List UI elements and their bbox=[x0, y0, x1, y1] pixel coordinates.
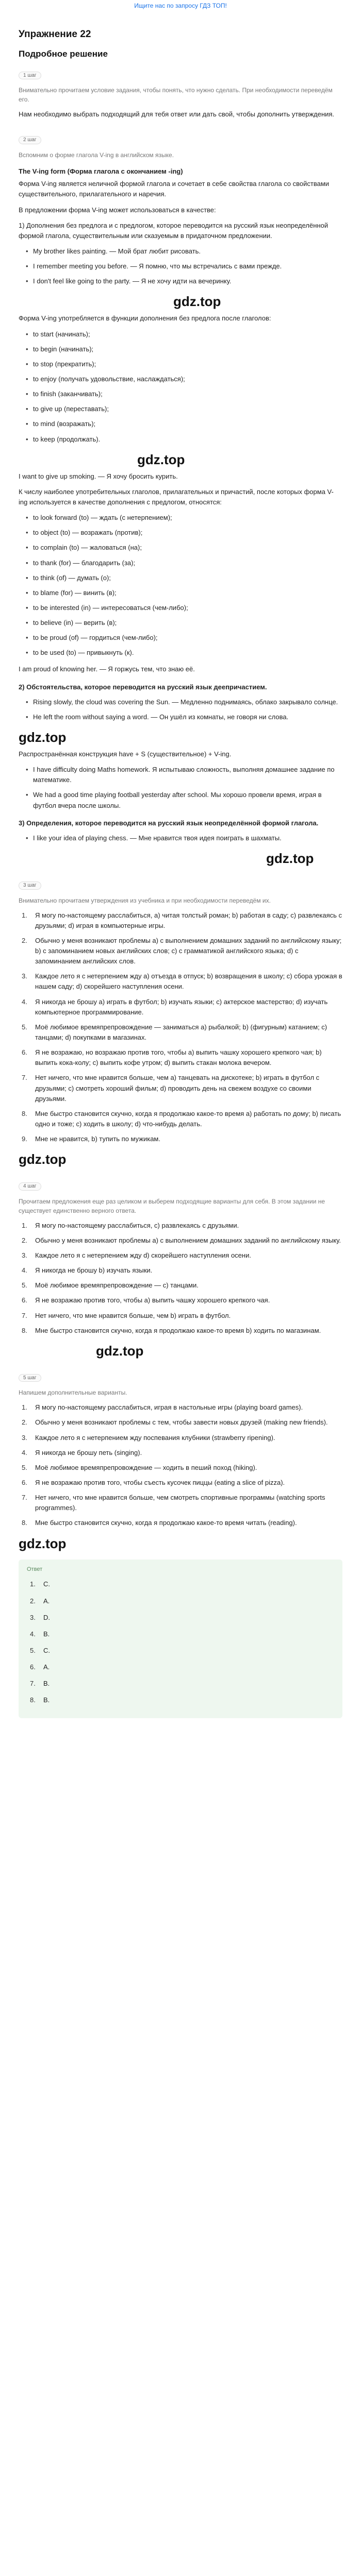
list-item: 1. Я могу по-настоящему расслабиться, а) читая толстый роман; b) работая в саду; с) развлекаясь с друзьями; d) играя в компьютерные игры. bbox=[22, 911, 342, 929]
list-item: • to keep (продолжать). bbox=[26, 434, 342, 445]
vform-p5: I want to give up smoking. — Я хочу бросить курить. bbox=[19, 472, 178, 480]
answer-list bbox=[30, 1579, 334, 1705]
list-item: 8. Мне быстро становится скучно, когда я продолжаю какое-то время читать (reading). bbox=[22, 1519, 297, 1527]
list-item: • to mind (возражать); bbox=[26, 419, 342, 429]
example-list-1 bbox=[26, 246, 342, 286]
list-item: 2. A. bbox=[30, 1597, 50, 1605]
step-badge-2: 2 шаг bbox=[19, 136, 41, 144]
list-item: • to finish (заканчивать); bbox=[26, 389, 342, 399]
list-item: 3. Каждое лето я с нетерпением жду поспевания клубники (strawberry ripening). bbox=[22, 1433, 275, 1442]
watermark: gdz.top bbox=[96, 1343, 144, 1359]
vform-p2: В предложении форма V-ing может использоваться в качестве: bbox=[19, 206, 216, 214]
list-item: 4. Я никогда не брошу a) играть в футбол; b) изучать языки; c) актерское мастерство; d) изучать компьютерное программирование. bbox=[22, 997, 328, 1016]
list-item: • I don't feel like going to the party. — Я не хочу идти на вечеринку. bbox=[26, 276, 342, 286]
list-item: • I like your idea of playing chess. — Мне нравится твоя идея поиграть в шахматы. bbox=[26, 833, 342, 843]
list-item: • to look forward (to) — ждать (с нетерпением); bbox=[26, 513, 342, 523]
list-item: 5. C. bbox=[30, 1647, 50, 1654]
answer-box bbox=[19, 1560, 342, 1718]
list-item: 4. Я никогда не брошу b) изучать языки. bbox=[22, 1266, 153, 1275]
list-item: • to thank (for) — благодарить (за); bbox=[26, 558, 342, 568]
list-item: 1. C. bbox=[30, 1580, 50, 1588]
list-item: • to be interested (in) — интересоваться (чем-либо); bbox=[26, 603, 342, 613]
watermark: gdz.top bbox=[137, 451, 185, 467]
example-list-3 bbox=[26, 765, 342, 811]
list-item: 7. Нет ничего, что мне нравится больше, чем b) играть в футбол. bbox=[22, 1311, 231, 1319]
example-list-2 bbox=[26, 697, 342, 722]
vform-p3: 1) Дополнения без предлога и с предлогом, которое переводится на русский язык неопределённой формой глагола, существительным или сказуемым в придаточном предложении. bbox=[19, 221, 329, 240]
list-item: • to give up (переставать); bbox=[26, 404, 342, 414]
watermark: gdz.top bbox=[173, 294, 221, 310]
step-2-note: Вспомним о форме глагола V-ing в английском языке. bbox=[19, 151, 174, 159]
list-item: • to object (to) — возражать (против); bbox=[26, 528, 342, 538]
list-item: 4. B. bbox=[30, 1630, 50, 1638]
prep-list bbox=[26, 513, 342, 658]
list-item: • to be used (to) — привыкнуть (к). bbox=[26, 648, 342, 658]
watermark: gdz.top bbox=[266, 851, 314, 867]
watermark: gdz.top bbox=[19, 1535, 67, 1551]
list-item: • to be proud (of) — гордиться (чем-либо); bbox=[26, 633, 342, 643]
verb-list bbox=[26, 329, 342, 445]
list-item: 5. Моё любимое времяпрепровождение — ходить в пеший поход (hiking). bbox=[22, 1463, 257, 1471]
list-item: • to complain (to) — жаловаться (на); bbox=[26, 543, 342, 553]
statement-list bbox=[22, 910, 342, 1145]
list-item: • I have difficulty doing Maths homework. Я испытываю сложность, выполняя домашнее задание по математике. bbox=[26, 765, 342, 785]
vform-p9: Распространённая конструкция have + S (существительное) + V-ing. bbox=[19, 750, 232, 758]
list-item: • to blame (for) — винить (в); bbox=[26, 588, 342, 598]
step-badge-4: 4 шаг bbox=[19, 1182, 41, 1191]
list-item: 8. B. bbox=[30, 1696, 50, 1704]
list-item: • He left the room without saying a word. — Он ушёл из комнаты, не говоря ни слова. bbox=[26, 712, 342, 722]
list-item: 2. Обычно у меня возникают проблемы a) с выполнением домашних заданий по английскому языку. bbox=[22, 1236, 341, 1244]
answer-label: Ответ bbox=[27, 1566, 43, 1572]
step-1-note: Внимательно прочитаем условие задания, чтобы понять, что нужно сделать. При необходимости переведём его. bbox=[19, 87, 333, 104]
vform-heading: The V-ing form (Форма глагола с окончанием -ing) bbox=[19, 167, 183, 175]
list-item: 8. Мне быстро становится скучно, когда я продолжаю какое-то время a) работать по дому; b) писать одно и тоже; c) ходить в школу; d) что-нибудь делать. bbox=[22, 1109, 341, 1128]
vform-p10: 3) Определения, которое переводится на русский язык неопределённой формой глагола. bbox=[19, 819, 319, 827]
list-item: • to enjoy (получать удовольствие, наслаждаться); bbox=[26, 374, 342, 384]
choice-list bbox=[22, 1221, 342, 1336]
list-item: • Rising slowly, the cloud was covering the Sun. — Медленно поднимаясь, облако закрывало солнце. bbox=[26, 697, 342, 707]
step-badge-5: 5 шаг bbox=[19, 1374, 41, 1382]
list-item: 2. Обычно у меня возникают проблемы с тем, чтобы завести новых друзей (making new friends). bbox=[22, 1418, 328, 1427]
page-subtitle: Подробное решение bbox=[19, 48, 108, 59]
vform-p6: К числу наиболее употребительных глаголов, прилагательных и причастий, после которых форма V-ing используется в качестве дополнения с предлогом, относятся: bbox=[19, 487, 334, 506]
step-4-note: Прочитаем предложения еще раз целиком и выберем подходящие варианты для себя. В этом задании не существует единственно верного ответа. bbox=[19, 1197, 325, 1214]
step-5-note: Напишем дополнительные варианты. bbox=[19, 1389, 127, 1397]
list-item: 5. Моё любимое времяпрепровождение — заниматься а) рыбалкой; b) (фигурным) катанием; c) танцами; d) покупками в магазинах. bbox=[22, 1023, 327, 1041]
list-item: 6. Я не возражаю против того, чтобы съесть кусочек пиццы (eating a slice of pizza). bbox=[22, 1479, 285, 1487]
vform-p8: 2) Обстоятельства, которое переводится на русский язык деепричастием. bbox=[19, 683, 267, 691]
list-item: 3. D. bbox=[30, 1613, 50, 1621]
list-item: • We had a good time playing football yesterday after school. Мы хорошо провели время, играя в футбол вчера после школы. bbox=[26, 790, 342, 810]
list-item: 5. Моё любимое времяпрепровождение — c) танцами. bbox=[22, 1281, 199, 1290]
list-item: 6. Я не возражаю против того, чтобы a) выпить чашку хорошего крепкого чая. bbox=[22, 1296, 270, 1304]
list-item: 7. Нет ничего, что мне нравится больше, чем a) танцевать на дискотеке; b) играть в футбол с друзьями; c) смотреть хороший фильм; d) проводить день на свежем воздухе со своими друзьями. bbox=[22, 1074, 320, 1103]
list-item: • My brother likes painting. — Мой брат любит рисовать. bbox=[26, 246, 342, 257]
list-item: • to think (of) — думать (о); bbox=[26, 573, 342, 583]
vform-p7: I am proud of knowing her. — Я горжусь тем, что знаю её. bbox=[19, 665, 195, 673]
list-item: 1. Я могу по-настоящему расслабиться, с) развлекаясь с друзьями. bbox=[22, 1221, 239, 1229]
list-item: 8. Мне быстро становится скучно, когда я продолжаю какое-то время b) ходить по магазинам. bbox=[22, 1326, 321, 1334]
list-item: • I remember meeting you before. — Я помню, что мы встречались с вами прежде. bbox=[26, 261, 342, 272]
vform-p4: Форма V-ing употребляется в функции дополнения без предлога после глаголов: bbox=[19, 314, 271, 323]
list-item: 6. Я не возражаю, но возражаю против того, чтобы a) выпить чашку хорошего крепкого чая; b) выпить кока-колу; c) выпить кофе утром; d) выпить стакан молока вечером. bbox=[22, 1048, 322, 1067]
list-item: 7. B. bbox=[30, 1680, 50, 1688]
watermark: gdz.top bbox=[19, 1151, 67, 1167]
step-3-note: Внимательно прочитаем утверждения из учебника и при необходимости переведём их. bbox=[19, 896, 271, 904]
list-item: • to begin (начинать); bbox=[26, 344, 342, 354]
page-title: Упражнение 22 bbox=[19, 29, 91, 40]
extra-list bbox=[22, 1402, 342, 1528]
list-item: 6. A. bbox=[30, 1663, 50, 1671]
list-item: 4. Я никогда не брошу петь (singing). bbox=[22, 1448, 142, 1456]
vform-p1: Форма V-ing является неличной формой глагола и сочетает в себе свойства глагола со свойствами существительного, прилагательного и наречия. bbox=[19, 180, 330, 198]
step-badge-3: 3 шаг bbox=[19, 882, 41, 890]
list-item: 1. Я могу по-настоящему расслабиться, играя в настольные игры (playing board games). bbox=[22, 1403, 303, 1412]
step-1-text: Нам необходимо выбрать подходящий для тебя ответ или дать свой, чтобы дополнить утверждения. bbox=[19, 110, 335, 118]
top-banner-link[interactable]: Ищите нас по запросу ГДЗ ТОП! bbox=[134, 2, 227, 9]
list-item: 7. Нет ничего, что мне нравится больше, чем смотреть спортивные программы (watching sports programmes). bbox=[22, 1494, 325, 1512]
step-badge-1: 1 шаг bbox=[19, 72, 41, 80]
list-item: 3. Каждое лето я с нетерпением жду d) скорейшего наступления осени. bbox=[22, 1251, 251, 1259]
list-item: 9. Мне не нравится, b) тупить по мужикам. bbox=[22, 1135, 160, 1143]
list-item: • to start (начинать); bbox=[26, 329, 342, 340]
watermark: gdz.top bbox=[19, 730, 67, 745]
example-list-4 bbox=[26, 833, 342, 843]
top-banner bbox=[19, 0, 342, 9]
list-item: 2. Обычно у меня возникают проблемы a) с выполнением домашних заданий по английскому языку; b) с запоминанием новых английских слов; c) с грамматикой английского языка; d) с запоминанием английских слов. bbox=[22, 936, 342, 965]
list-item: • to believe (in) — верить (в); bbox=[26, 618, 342, 628]
list-item: • to stop (прекратить); bbox=[26, 359, 342, 369]
list-item: 3. Каждое лето я с нетерпением жду a) отъезда в отпуск; b) возвращения в школу; c) сбора урожая в нашем саду; d) скорейшего наступления осени. bbox=[22, 972, 342, 991]
